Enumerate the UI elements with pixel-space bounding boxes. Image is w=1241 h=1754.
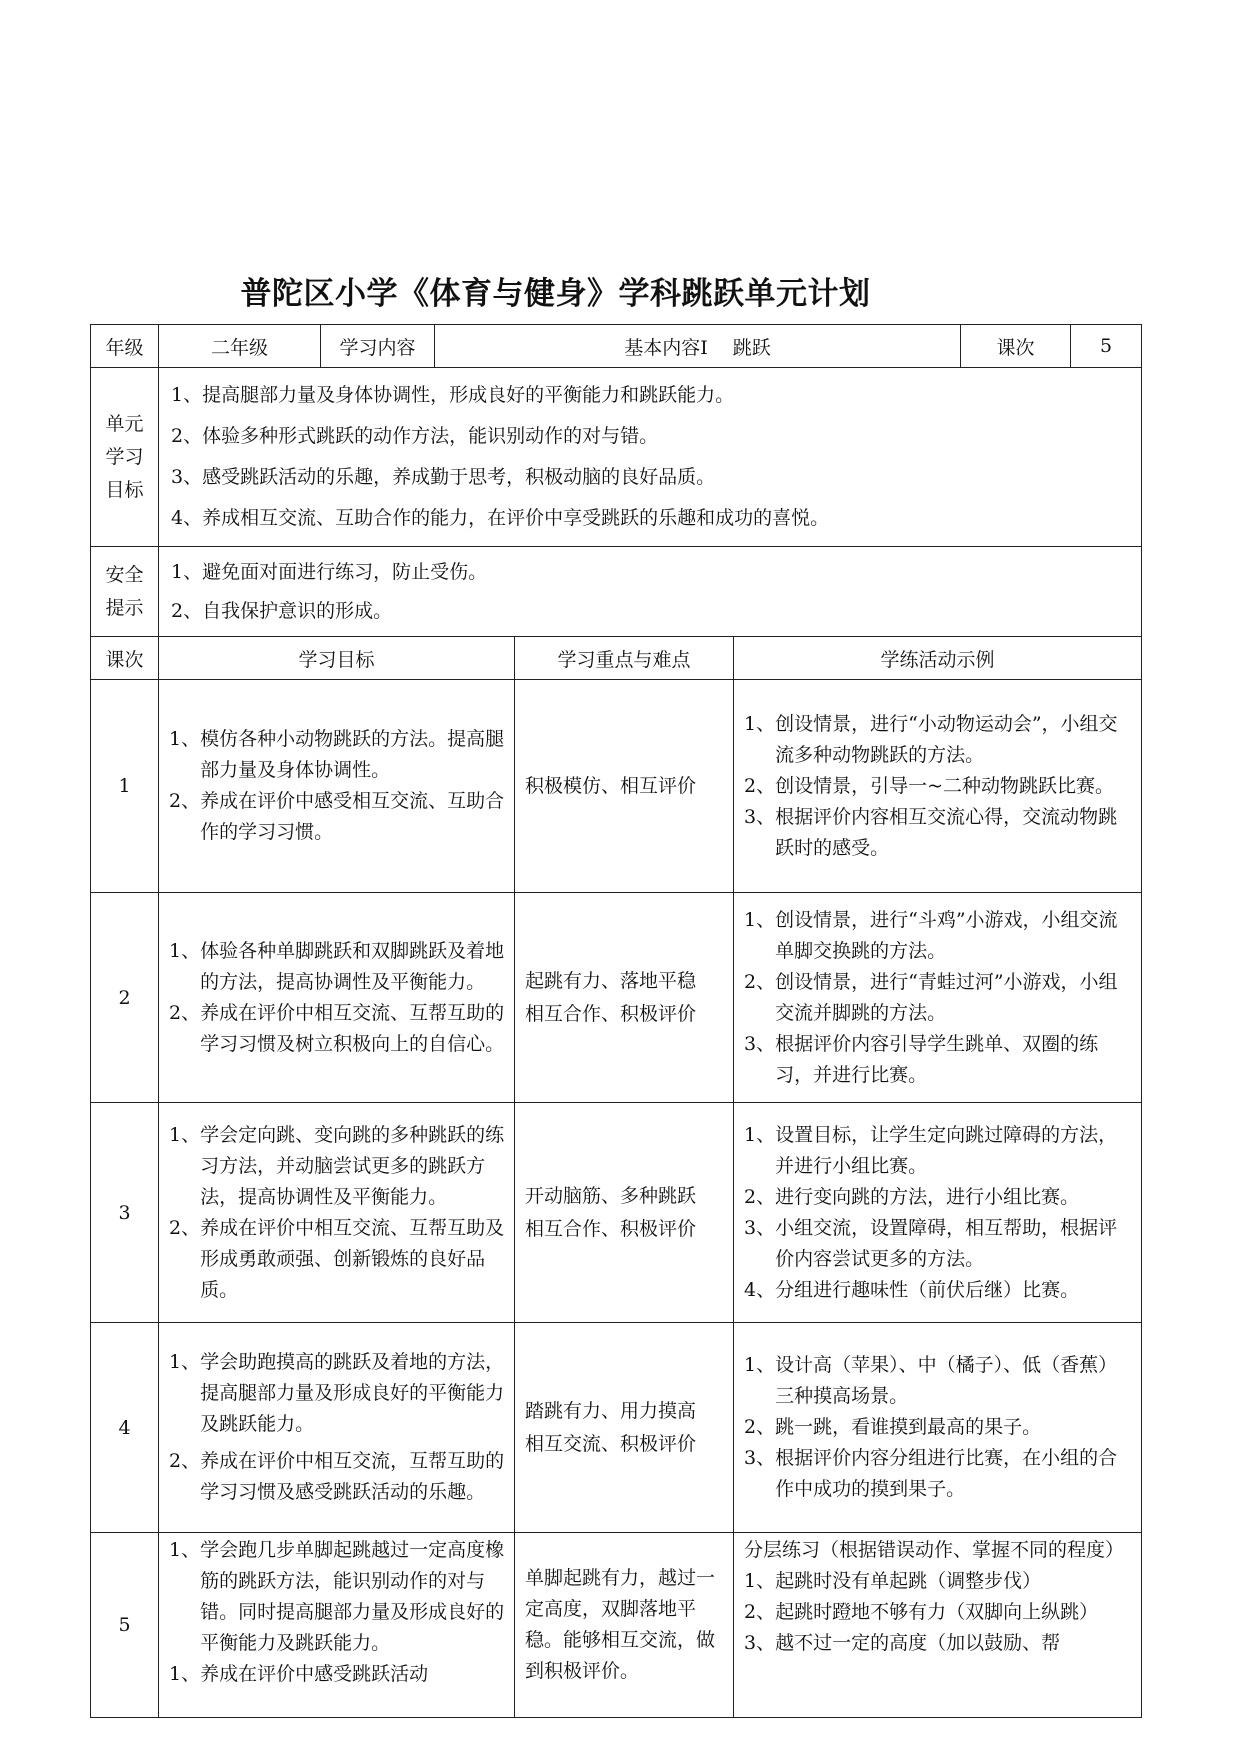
lesson-no: 2	[91, 893, 159, 1103]
safety-item: 1、 避免面对面进行练习，防止受伤。	[171, 560, 488, 583]
lesson-activities	[734, 680, 1142, 893]
lesson-no: 4	[91, 1323, 159, 1533]
grade-label: 年级	[91, 325, 159, 368]
lesson-activities	[734, 1103, 1142, 1323]
goal-item: 2、 养成在评价中相互交流，互帮互助的学习习惯及感受跳跃活动的乐趣。	[169, 1450, 505, 1503]
goal-item: 2、 养成在评价中相互交流、互帮互助的学习习惯及树立积极向上的自信心。	[169, 1001, 505, 1055]
activity-item: 2、 创设情景，进行“青蛙过河”小游戏，小组交流并脚跳的方法。	[744, 970, 1118, 1024]
header-row	[91, 325, 1142, 368]
grade-value: 二年级	[159, 325, 321, 368]
lesson-activities	[734, 893, 1142, 1103]
lesson-focus: 起跳有力、落地平稳 相互合作、积极评价	[515, 893, 734, 1103]
col-lesson: 课次	[91, 637, 159, 680]
unit-goals-row	[91, 368, 1142, 547]
lesson-no: 3	[91, 1103, 159, 1323]
activity-item: 1、 设计高（苹果）、中（橘子）、低（香蕉）三种摸高场景。	[744, 1354, 1118, 1407]
unit-goal-item: 1、 提高腿部力量及身体协调性，形成良好的平衡能力和跳跃能力。	[171, 384, 735, 406]
activity-item: 3、 小组交流，设置障碍，相互帮助，根据评价内容尝试更多的方法。	[744, 1216, 1118, 1270]
activity-item: 2、 创设情景，引导一~二种动物跳跃比赛。	[744, 774, 1115, 797]
activity-item: 2、 跳一跳，看谁摸到最高的果子。	[744, 1416, 1042, 1438]
lesson-focus: 开动脑筋、多种跳跃 相互合作、积极评价	[515, 1103, 734, 1323]
col-focus: 学习重点与难点	[515, 637, 734, 680]
lesson-goals	[159, 893, 515, 1103]
lesson-focus: 积极模仿、相互评价	[515, 680, 734, 893]
goal-item: 1、 体验各种单脚跳跃和双脚跳跃及着地的方法，提高协调性及平衡能力。	[169, 939, 505, 993]
activity-item: 1、 起跳时没有单起跳（调整步伐）	[744, 1570, 1042, 1592]
activity-item: 1、 创设情景，进行“小动物运动会”，小组交流多种动物跳跃的方法。	[744, 712, 1118, 766]
goal-item: 1、 学会助跑摸高的跳跃及着地的方法，提高腿部力量及形成良好的平衡能力及跳跃能力。	[169, 1351, 505, 1435]
goal-item: 1、 学会定向跳、变向跳的多种跳跃的练习方法，并动脑尝试更多的跳跃方法，提高协调性及平衡能力。	[169, 1123, 505, 1208]
lesson-goals	[159, 1103, 515, 1323]
table-row	[91, 1533, 1142, 1718]
activity-item: 3、 根据评价内容引导学生跳单、双圈的练习，并进行比赛。	[744, 1032, 1099, 1086]
activity-item: 4、 分组进行趣味性（前伏后继）比赛。	[744, 1278, 1080, 1301]
unit-goals-label: 单元 学习 目标	[91, 368, 159, 547]
lesson-label: 课次	[961, 325, 1071, 368]
unit-plan-table	[90, 324, 1142, 1718]
activity-item: 1、 设置目标，让学生定向跳过障碍的方法，并进行小组比赛。	[744, 1123, 1118, 1177]
goal-item: 1、 模仿各种小动物跳跃的方法。提高腿部力量及身体协调性。	[169, 728, 505, 781]
col-goal: 学习目标	[159, 637, 515, 680]
goal-item: 2、 养成在评价中感受相互交流、互助合作的学习习惯。	[169, 790, 505, 843]
lesson-no: 5	[91, 1533, 159, 1718]
activity-item: 3、 根据评价内容分组进行比赛，在小组的合作中成功的摸到果子。	[744, 1447, 1118, 1500]
activity-item: 2、 进行变向跳的方法，进行小组比赛。	[744, 1185, 1080, 1208]
column-header-row	[91, 637, 1142, 680]
col-activity: 学练活动示例	[734, 637, 1142, 680]
lesson-value: 5	[1071, 325, 1142, 368]
activity-item: 2、 起跳时蹬地不够有力（双脚向上纵跳）	[744, 1601, 1099, 1623]
unit-goal-item: 3、 感受跳跃活动的乐趣，养成勤于思考，积极动脑的良好品质。	[171, 466, 716, 488]
lesson-goals	[159, 1323, 515, 1533]
table-row	[91, 1323, 1142, 1533]
content-value: 基本内容Ⅰ 跳跃	[435, 325, 961, 368]
lesson-activities	[734, 1533, 1142, 1718]
lesson-goals	[159, 680, 515, 893]
goal-item: 1、 学会跑几步单脚起跳越过一定高度橡筋的跳跃方法，能识别动作的对与错。同时提高腿部力量及形成良好的平衡能力及跳跃能力。	[169, 1539, 505, 1654]
unit-goal-item: 2、 体验多种形式跳跃的动作方法，能识别动作的对与错。	[171, 425, 659, 447]
goal-item: 2、 养成在评价中相互交流、互帮互助及形成勇敢顽强、创新锻炼的良好品质。	[169, 1216, 505, 1301]
unit-goals-list	[159, 368, 1142, 547]
unit-goal-item: 4、 养成相互交流、互助合作的能力，在评价中享受跳跃的乐趣和成功的喜悦。	[171, 507, 830, 529]
activity-intro: 分层练习（根据错误动作、掌握不同的程度）	[744, 1539, 1125, 1561]
page-title: 普陀区小学《体育与健身》学科跳跃单元计划	[240, 276, 871, 312]
table-row	[91, 893, 1142, 1103]
activity-item: 1、 创设情景，进行“斗鸡”小游戏，小组交流单脚交换跳的方法。	[744, 908, 1118, 962]
safety-label: 安全 提示	[91, 547, 159, 637]
lesson-focus: 单脚起跳有力，越过一定高度，双脚落地平稳。能够相互交流，做到积极评价。	[515, 1533, 734, 1718]
lesson-activities	[734, 1323, 1142, 1533]
activity-item: 3、 越不过一定的高度（加以鼓励、帮	[744, 1632, 1061, 1654]
safety-item: 2、 自我保护意识的形成。	[171, 599, 393, 622]
safety-list	[159, 547, 1142, 637]
lesson-goals	[159, 1533, 515, 1718]
lesson-focus: 踏跳有力、用力摸高 相互交流、积极评价	[515, 1323, 734, 1533]
lesson-no: 1	[91, 680, 159, 893]
activity-item: 3、 根据评价内容相互交流心得，交流动物跳跃时的感受。	[744, 805, 1118, 859]
content-label: 学习内容	[321, 325, 435, 368]
safety-row	[91, 547, 1142, 637]
goal-item: 1、 养成在评价中感受跳跃活动	[169, 1663, 429, 1685]
table-row	[91, 1103, 1142, 1323]
table-row	[91, 680, 1142, 893]
